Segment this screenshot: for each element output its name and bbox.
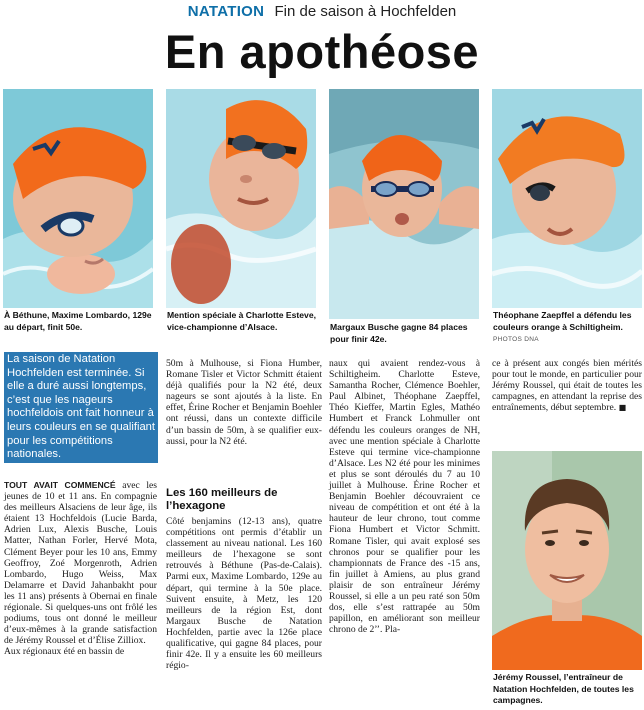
swimmer-photo-theophane-zaepffel-icon	[492, 89, 642, 308]
end-mark: ■	[618, 403, 627, 413]
body-column-4-text: ce à présent aux congés bien mérités pour tout le monde, en particulier pour Jérémy Roussel, qui était de toutes les campagnes, en attendant la reprise des entraînements, début septembre.	[492, 358, 642, 414]
article-subtitle: Fin de saison à Hochfelden	[274, 3, 457, 20]
swimmer-photo-1	[3, 89, 153, 308]
headline: En apothéose	[164, 25, 480, 78]
caption-photo-5: Jérémy Roussel, l’entraîneur de Natation Hochfelden, de toutes les campagnes.	[493, 672, 634, 705]
coach-portrait-photo	[492, 451, 642, 670]
swimmer-photo-4	[492, 89, 642, 308]
caption-photo-4	[493, 310, 642, 346]
swimmer-photo-3	[329, 89, 479, 319]
body-column-3: naux qui avaient rendez-vous à Schiltigheim. Charlotte Esteve, Samantha Rocher, Clémence Boehler, Paul Albinet, Théophane Zaepffel, Théo Kieffer, Martin Egles, Mathéo Humbert et Franck Lohmuller ont défendu les couleurs oranges de NH, avec une mention spéciale à Charlotte Esteve qui termine vice-championne d’Alsace. Les N2 été pour les minimes et plus se sont déroulés du 7 au 10 juillet à Mulhouse. Érine Rocher et Benjamin Boehler découvraient ce niveau de compétition et ont été à la hauteur de leur chrono, tout comme Fiona Humbert et Victor Schmitt. Romane Tisler, qui avait explosé ses chronos pour se qualifier pour les championnats de France des -15 ans, fin juillet à Amiens, au plus grand plaisir de son entraîneur Jérémy Roussel, si elle a un peu raté son 50m dos, elle s’est rattrapée au 50m papillon, en améliorant son meilleur chrono de 2’’. Pla-	[329, 358, 480, 636]
swimmer-photo-maxime-lombardo-icon	[3, 89, 153, 308]
body-column-1	[4, 480, 157, 658]
caption-photo-4-text: Théophane Zaepffel a défendu les couleurs orange à Schiltigheim.	[493, 310, 632, 332]
body-column-2-top: 50m à Mulhouse, si Fiona Humber, Romane Tisler et Victor Schmitt étaient déjà qualifiés pour la N2 été, deux nageurs se sont ajoutés à la liste. En effet, Érine Rocher et Benjamin Boehler ont réussi, dans un contexte difficile d’un bassin de 50m, à se qualifier eux-aussi, pour la N2 été.	[166, 358, 322, 447]
article-kicker	[0, 3, 644, 20]
swimmer-photo-2	[166, 89, 316, 308]
portrait-photo-jeremy-roussel-icon	[492, 451, 642, 670]
swimmer-photo-margaux-busche-icon	[329, 89, 479, 319]
section-label: NATATION	[187, 3, 265, 20]
body-column-1-text: avec les jeunes de 10 et 11 ans. En compagnie des meilleurs Alsaciens de leur âge, ils étaient 13 Hochfeldois (Lucie Barda, Adrien Lux, Alexis Busche, Louis Matter, Nathan Forler, Hervé Mota, Clément Beyer pour les 10 ans, Emmy Geoffroy, Zoé Morgenroth, Adrien Lombardo, Hugo Weiss, Max Delamarre et David Jahanbakht pour les 11 ans) présents à Obernai en finale régionale. Si quelques-uns ont frôlé les podiums, tous ont donné le meilleur d’eux-mêmes à la grande satisfaction de Jérémy Roussel et d’Élise Zilliox.	[4, 480, 157, 647]
caption-photo-1: À Béthune, Maxime Lombardo, 129e au départ, finit 50e.	[4, 310, 152, 332]
swimmer-photo-charlotte-esteve-icon	[166, 89, 316, 308]
body-column-1-tail: Aux régionaux été en bassin de	[4, 646, 125, 658]
caption-photo-3: Margaux Busche gagne 84 places pour finir 42e.	[330, 322, 468, 344]
lead-paragraph: La saison de Natation Hochfelden est terminée. Si elle a duré aussi longtemps, c’est que les nageurs hochfeldois ont fait honneur à leurs couleurs en se qualifiant pour les compétitions nationales.	[4, 352, 158, 463]
photo-credit: PHOTOS DNA	[493, 336, 539, 343]
body-lede: TOUT AVAIT COMMENCÉ	[4, 480, 116, 490]
body-column-2-bottom: Côté benjamins (12-13 ans), quatre compétitions ont permis d’établir un classement au niveau national. Les 160 meilleurs de l’hexagone se sont retrouvés à Béthune (Pas-de-Calais). Parmi eux, Maxime Lombardo, 129e au départ, qui termine à la 50e place. Suivent ensuite, à Metz, les 120 meilleurs de la région Est, dont Margaux Busche de Natation Hochfelden, partie avec la 126e place qualificative, qui gagne 84 places, pour finir 42e. Il y a ensuite les 60 meilleurs régio-	[166, 516, 322, 672]
subhead: Les 160 meilleurs de l’hexagone	[166, 487, 278, 512]
caption-photo-2: Mention spéciale à Charlotte Esteve, vice-championne d’Alsace.	[167, 310, 317, 332]
body-column-4	[492, 358, 642, 413]
